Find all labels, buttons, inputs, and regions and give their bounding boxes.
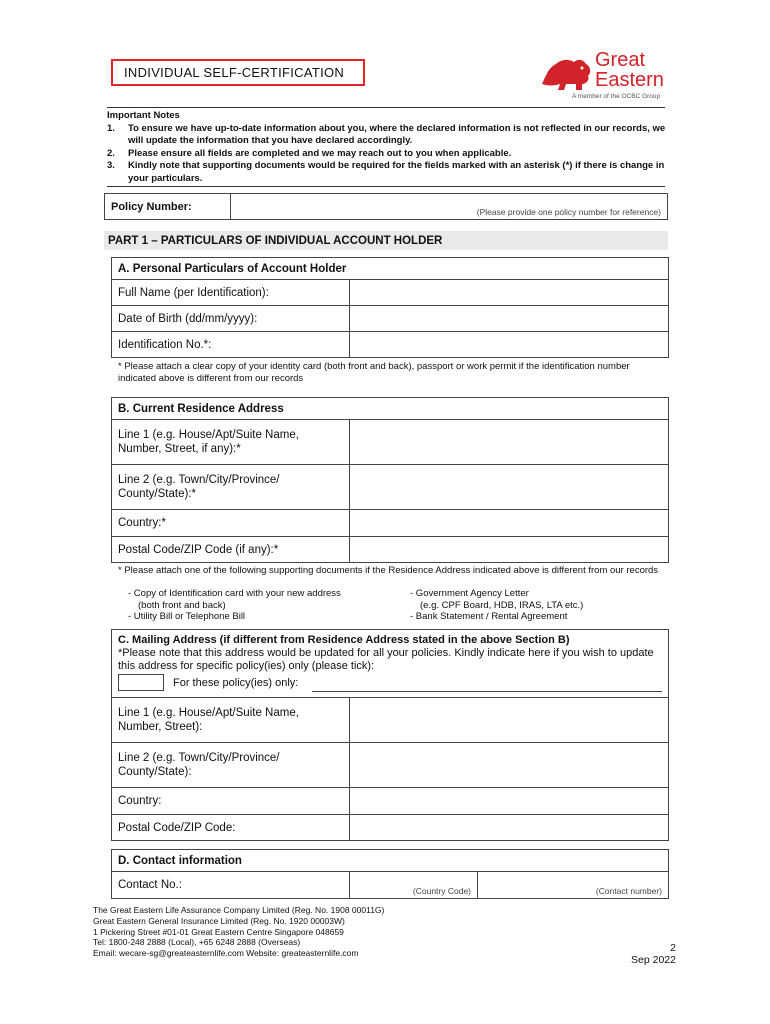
dob-field[interactable] (350, 306, 669, 332)
part1-heading: PART 1 – PARTICULARS OF INDIVIDUAL ACCOUNT HOLDER (104, 231, 668, 250)
section-c-header (111, 629, 669, 698)
notes-heading: Important Notes (107, 110, 180, 121)
mail-line1-field[interactable] (350, 698, 669, 743)
mail-postal-field[interactable] (350, 815, 669, 841)
footer-company-info: The Great Eastern Life Assurance Company Limited (Reg. No. 1908 00011G) Great Eastern General Insurance Limited (Reg. No. 1920 00003W) 1 Pickering Street #01-01 Great Eastern Centre Singapore 048659 Tel: 1800-248 2888 (Local), +65 6248 2888 (Overseas) Email: wecare-sg@greateasternlife.com Website: greateasternlife.com (93, 905, 385, 959)
policy-number-table (104, 193, 668, 220)
policy-number-field[interactable] (231, 194, 668, 220)
res-postal-field[interactable] (350, 537, 669, 563)
docs-right: - Government Agency Letter (e.g. CPF Board, HDB, IRAS, LTA etc.) - Bank Statement / Rental Agreement (410, 588, 584, 622)
section-a-title: A. Personal Particulars of Account Holder (112, 258, 669, 280)
specific-policy-label: For these policy(ies) only: (173, 677, 299, 689)
section-c-title: C. Mailing Address (if different from Residence Address stated in the above Section B) (118, 634, 570, 646)
contact-no-label: Contact No.: (112, 872, 350, 899)
specific-policy-input[interactable] (312, 691, 662, 692)
great-eastern-logo (538, 50, 672, 102)
section-b-note: * Please attach one of the following supporting documents if the Residence Address indicated above is different from our records (118, 565, 659, 576)
mail-line1-label: Line 1 (e.g. House/Apt/Suite Name, Number, Street): (112, 698, 350, 743)
res-line1-label: Line 1 (e.g. House/Apt/Suite Name, Number, Street, if any):* (112, 420, 350, 465)
section-c-note: *Please note that this address would be updated for all your policies. Kindly indicate here if you wish to update this address for specific policy(ies) only (please tick): (118, 647, 654, 672)
note-item: 1. To ensure we have up-to-date information about you, where the declared information is not reflected in our records, we will update the information that you have declared accordingly. (107, 122, 666, 146)
id-no-field[interactable] (350, 332, 669, 358)
divider (107, 107, 665, 108)
section-a-note: * Please attach a clear copy of your identity card (both front and back), passport or work permit if the identification number indicated above is different from our records (118, 361, 630, 384)
id-no-label: Identification No.*: (112, 332, 350, 358)
section-c-table (111, 697, 669, 841)
specific-policy-checkbox[interactable] (118, 674, 164, 691)
contact-number-field[interactable]: (Contact number) (478, 872, 669, 899)
res-country-field[interactable] (350, 510, 669, 537)
lion-icon (538, 54, 594, 92)
mail-postal-label: Postal Code/ZIP Code: (112, 815, 350, 841)
section-b-table (111, 397, 669, 563)
res-line2-label: Line 2 (e.g. Town/City/Province/ County/State):* (112, 465, 350, 510)
note-item: 3. Kindly note that supporting documents would be required for the fields marked with an asterisk (*) if there is change in your particulars. (107, 160, 665, 184)
divider (107, 186, 665, 187)
note-item: 2. Please ensure all fields are completed and we may reach out to you when applicable. (107, 147, 512, 159)
important-notes (107, 110, 667, 185)
mail-line2-label: Line 2 (e.g. Town/City/Province/ County/State): (112, 743, 350, 788)
mail-line2-field[interactable] (350, 743, 669, 788)
section-d-table (111, 849, 669, 899)
full-name-label: Full Name (per Identification): (112, 280, 350, 306)
policy-number-label: Policy Number: (105, 194, 231, 220)
country-code-field[interactable]: (Country Code) (350, 872, 478, 899)
res-line2-field[interactable] (350, 465, 669, 510)
section-d-title: D. Contact information (112, 850, 669, 872)
logo-tagline: A member of the OCBC Group (572, 93, 661, 100)
res-postal-label: Postal Code/ZIP Code (if any):* (112, 537, 350, 563)
full-name-field[interactable] (350, 280, 669, 306)
dob-label: Date of Birth (dd/mm/yyyy): (112, 306, 350, 332)
logo-wordmark: Great Eastern (595, 49, 664, 91)
section-a-table (111, 257, 669, 358)
res-country-label: Country:* (112, 510, 350, 537)
mail-country-label: Country: (112, 788, 350, 815)
page-number: 2 Sep 2022 (631, 942, 676, 966)
policy-number-hint: (Please provide one policy number for reference) (476, 207, 661, 217)
section-b-title: B. Current Residence Address (112, 398, 669, 420)
docs-left: - Copy of Identification card with your new address (both front and back) - Utility Bill or Telephone Bill (128, 588, 341, 622)
form-title: INDIVIDUAL SELF-CERTIFICATION (111, 59, 365, 86)
res-line1-field[interactable] (350, 420, 669, 465)
mail-country-field[interactable] (350, 788, 669, 815)
